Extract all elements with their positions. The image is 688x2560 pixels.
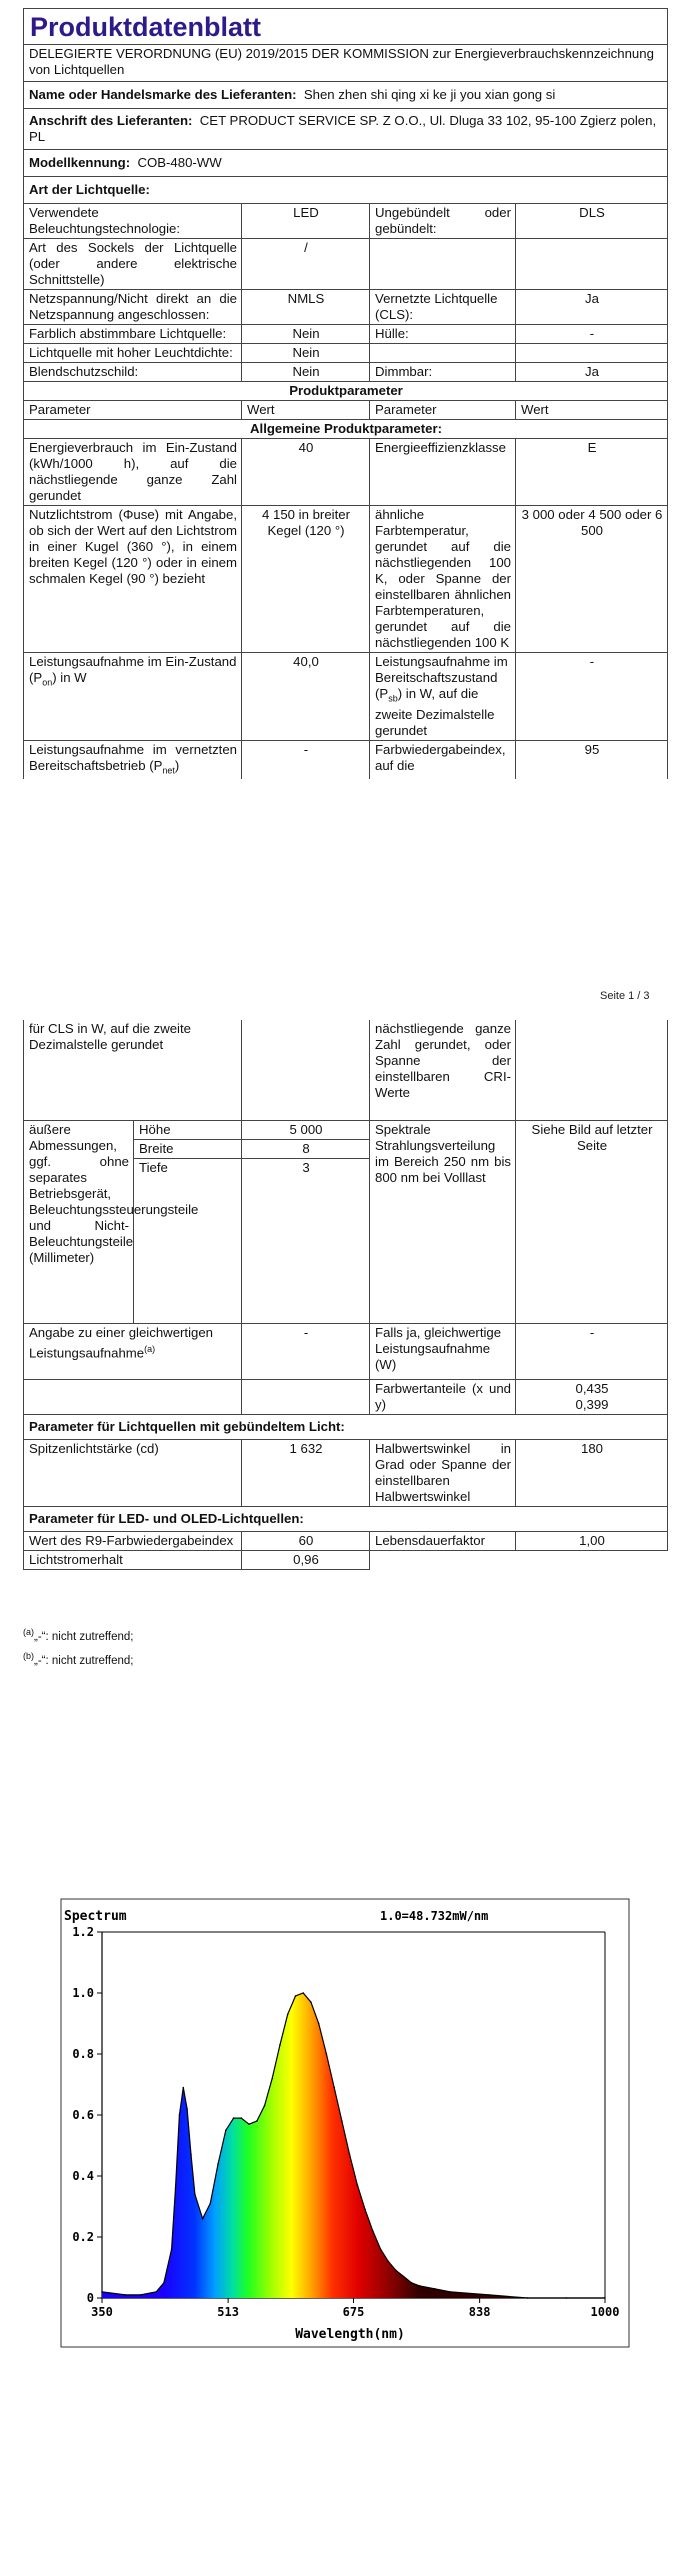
dimmable-label: Dimmbar: [370,363,516,382]
cri-label: Farbwiedergabeindex, auf die [370,740,516,779]
spectrum-point [186,2108,188,2110]
empty-cell [24,1379,242,1414]
footnotes [23,1625,134,1669]
bundled-label: Ungebündelt oder gebündelt: [370,204,516,239]
psb-label [370,653,516,741]
model-row [24,150,668,177]
depth-value: 3 [242,1158,370,1323]
glare-label: Blendschutzschild: [24,363,242,382]
pnet-label-a: Leistungsaufnahme im vernetzten Bereitschaftsbetrieb (P [29,741,237,773]
spectrum-point [372,2230,374,2232]
cct-value: 3 000 oder 4 500 oder 6 500 [516,506,668,653]
spectrum-point [210,2203,212,2205]
hil-label: Lichtquelle mit hoher Leuchtdichte: [24,344,242,363]
supplier-address-row [24,109,668,150]
energy-value: 40 [242,439,370,506]
depth-label: Tiefe [134,1158,242,1323]
cri-value: 95 [516,740,668,779]
spectrum-point [295,1995,297,1997]
r9-label: Wert des R9-Farbwiedergabeindex [24,1531,242,1550]
cls-value: Ja [516,290,668,325]
psb-label-a: Leistungsaufnahme im Bereitschaftszustand (P [375,654,508,701]
col-param-2: Parameter [370,401,516,420]
y-tick-label: 1.0 [72,1986,94,2000]
spd-label: Spektrale Strahlungsverteilung im Bereich 250 nm bis 800 nm bei Volllast [370,1120,516,1323]
equiv-power-value: - [516,1323,668,1379]
spectrum-point [302,1992,304,1994]
spectrum-point [175,2187,177,2189]
spectrum-point [418,2285,420,2287]
empty-cell [516,344,668,363]
spectrum-point [411,2282,413,2284]
peak-label: Spitzenlichtstärke (cd) [24,1439,242,1506]
height-label: Höhe [134,1120,242,1139]
chart-annotation: 1.0=48.732mW/nm [380,1909,489,1923]
spectrum-point [233,2117,235,2119]
footnote-a [23,1625,134,1645]
socket-label: Art des Sockels der Lichtquelle (oder andere elektrische Schnittstelle) [24,239,242,290]
col-value-1: Wert [242,401,370,420]
footnote-b-sup: (b) [23,1650,34,1661]
mains-value: NMLS [242,290,370,325]
pon-value: 40,0 [242,653,370,741]
flux-value: 4 150 in breiter Kegel (120 °) [242,506,370,653]
spectrum-chart [60,1898,630,2348]
cri-label-cont: nächstliegende ganze Zahl gerundet, oder Spanne der einstellbaren CRI-Werte [370,1020,516,1120]
psb-value: - [516,653,668,741]
x-tick-label: 838 [468,2305,491,2319]
spectrum-point [279,2044,281,2046]
spectrum-point [190,2154,192,2156]
spectrum-point [388,2261,390,2263]
empty-cell [242,1379,370,1414]
spectrum-point [527,2297,529,2299]
y-tick-label: 0.2 [72,2230,94,2244]
envelope-value: - [516,325,668,344]
spectrum-point [194,2194,196,2196]
footnote-a-sup: (a) [23,1627,34,1637]
y-tick-label: 0.4 [72,2169,94,2183]
spectrum-point [403,2276,405,2278]
spectrum-point [179,2114,181,2116]
datasheet-table-1 [23,8,668,779]
width-label: Breite [134,1139,242,1158]
spectrum-svg [60,1898,630,2348]
x-tick-label: 513 [217,2305,239,2319]
spectrum-point [271,2078,273,2080]
supplier-address: CET PRODUCT SERVICE SP. Z O.O., Ul. Dluga 33 102, 95-100 Zgierz polen, PL [29,113,657,144]
footnote-b [23,1649,134,1669]
supplier-name: Shen zhen shi qing xi ke ji you xian gong si [303,87,556,102]
chroma-y: 0,399 [575,1396,609,1412]
pon-label [24,653,242,741]
page-number: Seite 1 / 3 [600,990,650,1002]
width-value: 8 [242,1139,370,1158]
regulation-text: DELEGIERTE VERORDNUNG (EU) 2019/2015 DER KOMMISSION zur Energieverbrauchskennzeichnung von Lichtquellen [24,45,668,82]
spectrum-point [202,2218,204,2220]
type-header: Art der Lichtquelle: [24,177,668,204]
mains-label: Netzspannung/Nicht direkt an die Netzspannung angeschlossen: [24,290,242,325]
chroma-label: Farbwertanteile (x und y) [370,1379,516,1414]
spectrum-point [171,2248,173,2250]
datasheet-table-2 [23,1020,668,1570]
dimmable-value: Ja [516,363,668,382]
spectrum-point [341,2120,343,2122]
socket-value: / [242,239,370,290]
eclass-value: E [516,439,668,506]
pnet-label-cont: für CLS in W, auf die zweite Dezimalstelle gerundet [24,1020,242,1120]
equiv-value: - [242,1323,370,1379]
y-tick-label: 0.8 [72,2047,94,2061]
model-id: COB-480-WW [137,155,222,170]
pnet-label-b: ) [174,757,180,773]
equiv-power-label: Falls ja, gleichwertige Leistungsaufnahme (W) [370,1323,516,1379]
pon-sub: on [42,677,53,688]
empty-cell [242,1020,370,1120]
spectrum-point [182,2087,184,2089]
spectrum-point [449,2291,451,2293]
spectrum-point [124,2294,126,2296]
spectrum-point [140,2294,142,2296]
y-tick-label: 1.2 [72,1925,94,1939]
pon-label-b: ) in W [52,670,87,685]
spectrum-point [566,2297,568,2299]
spectrum-point [287,2014,289,2016]
cct-label: ähnliche Farbtemperatur, gerundet auf die nächstliegenden 100 K, oder Spanne der einstellbaren ähnlichen Farbtemperaturen, gerundet auf die nächstliegenden 100 K [370,506,516,653]
chroma-x: 0,435 [575,1380,609,1396]
spectrum-point [604,2297,606,2299]
empty-cell [516,1020,668,1120]
col-param-1: Parameter [24,401,242,420]
dls-header: Parameter für Lichtquellen mit gebündeltem Licht: [24,1414,668,1439]
beam-label: Halbwertswinkel in Grad oder Spanne der einstellbaren Halbwertswinkel [370,1439,516,1506]
spectrum-point [333,2087,335,2089]
equiv-label [24,1323,242,1379]
survival-value: 1,00 [516,1531,668,1550]
equiv-sup: (a) [144,1343,156,1354]
spectrum-point [163,2282,165,2284]
x-axis-label: Wavelength(nm) [295,2327,405,2342]
psb-sub: sb [388,693,398,704]
col-value-2: Wert [516,401,668,420]
supplier-name-label: Name oder Handelsmarke des Lieferanten: [29,87,297,102]
equiv-label-text: Angabe zu einer gleichwertigen Leistungsaufnahme [29,1324,214,1360]
empty-cell [370,1550,516,1569]
pnet-label [24,740,242,779]
spectrum-point [264,2105,266,2107]
empty-cell [516,1550,668,1569]
footnote-b-text: „-“: nicht zutreffend; [34,1654,134,1667]
r9-value: 60 [242,1531,370,1550]
survival-label: Lebensdauerfaktor [370,1531,516,1550]
footnote-a-text: „-“: nicht zutreffend; [34,1630,134,1643]
chroma-value [516,1379,668,1414]
x-tick-label: 1000 [590,2305,620,2319]
x-tick-label: 675 [342,2305,365,2319]
empty-cell [370,344,516,363]
peak-value: 1 632 [242,1439,370,1506]
maint-label: Lichtstromerhalt [24,1550,242,1569]
tech-label: Verwendete Beleuchtungstechnologie: [24,204,242,239]
spectrum-point [364,2209,366,2211]
x-tick-label: 350 [91,2305,113,2319]
supplier-name-row [24,82,668,109]
spd-value: Siehe Bild auf letzter Seite [516,1120,668,1323]
spectrum-point [488,2294,490,2296]
spectrum-point [318,2023,320,2025]
spectrum-point [326,2053,328,2055]
general-params-header: Allgemeine Produktparameter: [24,420,668,439]
maint-value: 0,96 [242,1550,370,1569]
tunable-label: Farblich abstimmbare Lichtquelle: [24,325,242,344]
eclass-label: Energieeffizienzklasse [370,439,516,506]
cls-label: Vernetzte Lichtquelle (CLS): [370,290,516,325]
product-params-header: Produktparameter [24,382,668,401]
beam-value: 180 [516,1439,668,1506]
chart-title: Spectrum [64,1909,127,1924]
pon-label-a: Leistungsaufnahme im Ein-Zustand (P [29,654,237,685]
empty-cell [370,239,516,290]
spectrum-point [217,2163,219,2165]
glare-value: Nein [242,363,370,382]
spectrum-point [155,2291,157,2293]
spectrum-point [380,2248,382,2250]
led-header: Parameter für LED- und OLED-Lichtquellen: [24,1506,668,1531]
tech-value: LED [242,204,370,239]
datasheet-page-1 [0,0,688,1010]
spectrum-point [248,2123,250,2125]
model-label: Modellkennung: [29,155,131,170]
spectrum-point [225,2129,227,2131]
spectrum-point [349,2154,351,2156]
psb-label-b: ) in W, auf die zweite Dezimalstelle gerundet [375,686,495,738]
pnet-sub: net [162,765,175,776]
flux-label: Nutzlichtstrom (Φuse) mit Angabe, ob sich der Wert auf den Lichtstrom in einer Kugel (360 °), in einem breiten Kegel (120 °) oder in einem schmalen Kegel (90 °) bezieht [24,506,242,653]
supplier-address-label: Anschrift des Lieferanten: [29,113,193,128]
empty-cell [516,239,668,290]
y-tick-label: 0.6 [72,2108,94,2122]
spectrum-point [310,2001,312,2003]
height-value: 5 000 [242,1120,370,1139]
spectrum-point [101,2291,103,2293]
spectrum-point [357,2184,359,2186]
tunable-value: Nein [242,325,370,344]
spectrum-point [434,2288,436,2290]
spectrum-point [256,2120,258,2122]
dims-label: äußere Abmessungen, ggf. ohne separates Betriebsgerät, Beleuchtungssteuerungsteile und Nicht-Beleuchtungsteile (Millimeter) [24,1120,134,1323]
spectrum-point [395,2270,397,2272]
page-title: Produktdatenblatt [24,9,668,45]
spectrum-point [240,2117,242,2119]
y-tick-label: 0 [86,2291,94,2305]
hil-value: Nein [242,344,370,363]
energy-label: Energieverbrauch im Ein-Zustand (kWh/1000 h), auf die nächstliegende ganze Zahl gerundet [24,439,242,506]
bundled-value: DLS [516,204,668,239]
envelope-label: Hülle: [370,325,516,344]
pnet-value: - [242,740,370,779]
datasheet-page-2 [0,1010,688,1667]
